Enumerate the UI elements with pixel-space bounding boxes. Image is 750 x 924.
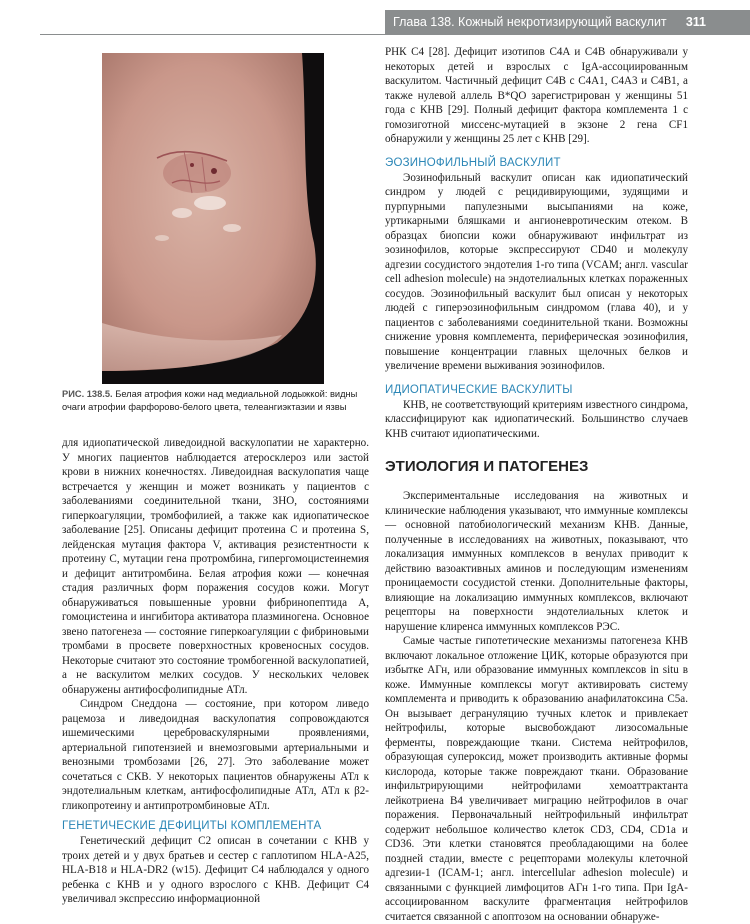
paragraph: Эозинофильный васкулит описан как идиопатический синдром у людей с рецидивирующими, зудящими и пурпурными папулезными высыпаниями на коже, уртикарными бляшками и ангионевротическим отеком. В образцах биопсии кожи обнаруживают инфильтрат из эозинофилов, которые экспрессируют CD40 и молекулу адгезии сосудистого эндотелия 1-го типа (VCAM; англ. vascular cell adhesion molecule) на эндотелиальных клетках пораженных сосудов. Эозинофильный васкулит был описан у некоторых людей с гиперэозинофильным синдромом (глава 40), и у пациентов с заболеваниями соединительной ткани. Возможны снижение уровня комплемента, периферическая эозинофилия, повышение концентрации главных щелочных белков и увеличение времени выживания эозинофилов. bbox=[385, 171, 688, 372]
paragraph: Экспериментальные исследования на животных и клинические наблюдения указывают, что иммунные комплексы — основной патобиологический механизм КНВ. Данные, полученные в исследованиях на животных, показывают, что локализация иммунных комплексов в венулах приводит к действию вазоактивных аминов и последующим изменениям проницаемости сосудистой стенки. Дополнительные факторы, влияющие на локализацию иммунных комплексов, включают рецепторы на поверхности эндотелиальных клеток и нарушение клиренса иммунных комплексов РЭС. bbox=[385, 490, 688, 633]
figure-caption-text: Белая атрофия кожи над медиальной лодыжкой: видны очаги атрофии фарфорово-белого цвета, телеангиэктазии и язвы bbox=[62, 389, 358, 412]
paragraph: РНК C4 [28]. Дефицит изотипов C4A и C4B обнаруживали у некоторых детей и взрослых с IgA-ассоциированным васкулитом. Частичный дефицит C4B с C4A1, C4A3 и C4B1, а также нулевой аллель B*QO зарегистрирован у женщины 51 года с КНВ [29]. Полный дефицит фактора комплемента 1 с гомозиготной миссенс-мутацией в экзоне 2 гена CF1 обнаружили у женщины 25 лет с КНВ [29]. bbox=[385, 46, 688, 145]
figure-caption bbox=[62, 388, 372, 413]
clinical-photo bbox=[102, 53, 324, 384]
paragraph: Синдром Снеддона — состояние, при котором ливедо рацемоза и ливедоидная васкулопатия сопровождаются ишемическими цереброваскулярными проявлениями, артериальной гипотензией и внемозговыми артериальными и венозными тромбозами [26, 27]. Это заболевание может сочетаться с СКВ. У некоторых пациентов обнаружены АТл к эндотелиальным клеткам, антифосфолипидные АТл, АТл к β2-гликопротеину и антипротромбиновые АТл. bbox=[62, 698, 369, 812]
chapter-section-heading: ЭТИОЛОГИЯ И ПАТОГЕНЕЗ bbox=[385, 458, 589, 475]
section-heading: ГЕНЕТИЧЕСКИЕ ДЕФИЦИТЫ КОМПЛЕМЕНТА bbox=[62, 820, 322, 832]
figure-label: РИС. 138.5. bbox=[62, 389, 113, 399]
left-column bbox=[62, 436, 369, 907]
page-number: 311 bbox=[685, 15, 706, 29]
right-column bbox=[385, 45, 688, 924]
paragraph: для идиопатической ливедоидной васкулопатии не характерно. У многих пациентов наблюдается атеросклероз или застой крови в нижних конечностях. Ливедоидная васкулопатия чаще встречается у женщин и может возникать у пациентов с заболеваниями соединительной ткани, ЗНО, состояниями гиперкоагуляции, тромбофилией, а также как идиопатическое заболевание [25]. Описаны дефицит протеина C и протеина S, лейденская мутация фактора V, активация резистентности к протеину C, мутации гена протромбина, гипергомоцистеинемия и дефицит антитромбина. Белая атрофия кожи — конечная стадия различных форм поражения сосудов кожи. Могут обнаруживаться повышенные уровни фибринопептида A, гомоцистеина и ингибитора активатора плазминогена. Основное звено патогенеза — состояние гиперкоагуляции с фибриновыми тромбами в просвете поверхностных кровеносных сосудов. Некоторые считают это состояние тромбогенной васкулопатией, а не васкулитом мелких сосудов. У нескольких человек обнаружены антифосфолипидные АТл. bbox=[62, 437, 369, 696]
chapter-title: Глава 138. Кожный некротизирующий васкулит bbox=[393, 15, 667, 29]
section-heading: ИДИОПАТИЧЕСКИЕ ВАСКУЛИТЫ bbox=[385, 383, 573, 396]
paragraph: Генетический дефицит C2 описан в сочетании с КНВ у троих детей и у двух братьев и сестер с гаплотипом HLA-A25, HLA-B18 и HLA-DR2 (w15). Дефицит C4 наблюдался у одного ребенка с КНВ и у одного взрослого с КНВ. Дефицит C4 увеличивал экспрессию информационной bbox=[62, 835, 369, 905]
header-rule bbox=[40, 34, 750, 35]
paragraph: КНВ, не соответствующий критериям известного синдрома, классифицируют как идиопатический. Большинство случаев КНВ считают идиопатическими. bbox=[385, 398, 688, 440]
running-header bbox=[385, 10, 750, 34]
paragraph: Самые частые гипотетические механизмы патогенеза КНВ включают локальное отложение ЦИК, которые образуются при избытке АГн, или образование иммунных комплексов in situ в коже. Иммунные комплексы могут активировать систему комплемента и приводить к образованию анафилатоксина C5a. Он вызывает дегрануляцию тучных клеток и привлекает нейтрофилы, которые высвобождают лизосомальные ферменты, повреждающие ткани. Система нейтрофилов, образующая супероксид, может производить активные формы кислорода, которые также повреждают ткани. Образование инфильтрирующими нейтрофилами хемоаттрактанта лейкотриена B4 увеличивает миграцию нейтрофилов в очаг поражения. Первоначальный нейтрофильный инфильтрат содержит небольшое количество клеток CD3, CD4, CD1a и CD36. Эти клетки становятся преобладающими на более поздней стадии, вместе с рецепторами молекулы клеточной адгезии-1 (ICAM-1; англ. intercellular adhesion molecule) и связанными с функцией лимфоцитов АГн 1-го типа. При IgA-ассоциированном васкулите фрагментация нейтрофилов считается связанной с апоптозом на основании обнаруже- bbox=[385, 635, 688, 923]
section-heading: ЭОЗИНОФИЛЬНЫЙ ВАСКУЛИТ bbox=[385, 156, 561, 169]
